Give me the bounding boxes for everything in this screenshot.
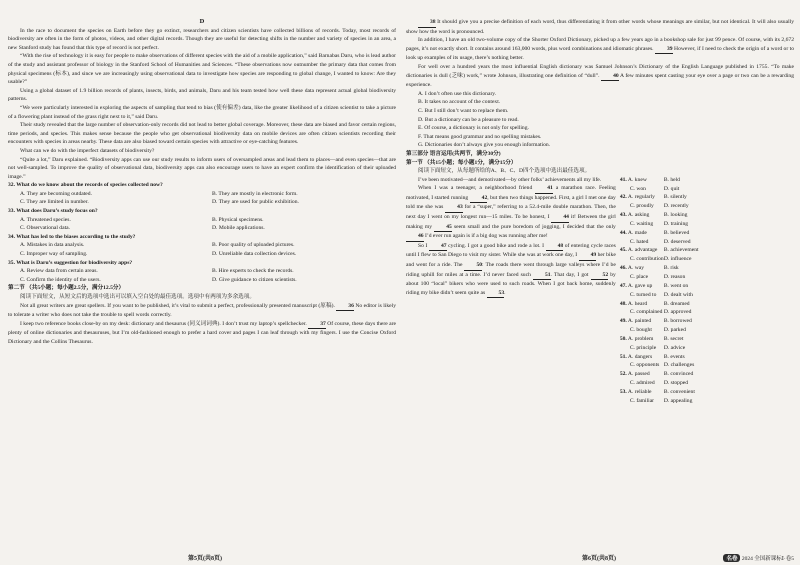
option-d[interactable]: D. deserved: [663, 238, 691, 245]
option-b[interactable]: B. risk: [663, 265, 679, 272]
question-number: 45.: [619, 247, 627, 254]
text-run: of entering cycle races until I flew to San Diego to visit my sister. While she was at work one day, I: [406, 242, 616, 259]
option-a[interactable]: [620, 353, 664, 362]
s2-option[interactable]: F. That means good grammar and no spelling mistakes.: [418, 133, 542, 140]
option-d[interactable]: D. parked: [663, 327, 686, 334]
question-number: 48.: [619, 300, 627, 307]
option-a[interactable]: [620, 176, 664, 185]
cloze-option-row: [620, 291, 794, 300]
blank-53[interactable]: 53: [487, 289, 505, 299]
cloze-option-row: [620, 246, 794, 255]
option-text: A. made: [627, 229, 647, 236]
blank-48[interactable]: 48: [546, 242, 564, 252]
blank-44[interactable]: 44: [551, 213, 569, 223]
option-c[interactable]: C. Observational data.: [20, 225, 71, 232]
text-run: her bike and went for a ride. The: [406, 252, 616, 269]
option-c[interactable]: C. Improper way of sampling.: [20, 251, 88, 258]
question-number: 53.: [619, 388, 627, 395]
option-c[interactable]: C. place: [629, 273, 649, 280]
section2-instruction: 阅读下面短文，从短文后的选项中选出可以填入空白处的最佳选项。选项中有两项为多余选项。: [20, 294, 255, 300]
cloze-option-row: [620, 326, 794, 335]
part3-subheading: 第一节 （共15小题；每小题1分，满分15分）: [406, 159, 517, 166]
cloze-option-row: [620, 264, 794, 273]
passage-paragraph: Their study revealed that the large number of observation-only records did not lead to better global coverage. Moreover, these data are biased and favor certain regions, time periods, and species. This makes sense because the people who get observational biodiversity data on mobile devices are often citizen scientists recording their encounters with species in areas nearby. These data are also biased toward certain species with attractive or eye-catching features.: [8, 122, 396, 146]
option-text: A. way: [627, 265, 645, 272]
blank-37[interactable]: 37: [308, 320, 326, 330]
exam-brand: [723, 554, 794, 562]
cloze-option-row: [620, 388, 794, 397]
cloze-option-row: [620, 370, 794, 379]
option-d[interactable]: D. stopped: [663, 380, 689, 387]
option-d[interactable]: D. approved: [663, 309, 692, 316]
question-number: 43.: [619, 212, 627, 219]
cloze-option-row: [620, 238, 794, 247]
option-a[interactable]: [620, 282, 664, 291]
question-33: [8, 207, 396, 233]
option-a[interactable]: A. They are becoming outdated.: [20, 190, 92, 197]
text-run: A few minutes spent casting your eye over a page or two can be a rewarding experience.: [406, 72, 794, 89]
cloze-passage: [406, 176, 616, 406]
text-run: for a “super,” referring to a 52.4-mile double marathon. Then, the next day I went on my longest run—15 miles. To be honest, I: [406, 204, 616, 221]
text-run: cycling. I got a good bike and rode a lot. I: [446, 242, 546, 249]
option-b[interactable]: B. borrowed: [663, 318, 692, 325]
cloze-option-row: [620, 300, 794, 309]
passage-paragraph: [406, 18, 794, 36]
cloze-option-row: [620, 344, 794, 353]
s2-option[interactable]: A. I don’t often use this dictionary.: [418, 90, 497, 97]
part3-instruction: 阅读下面短文，从每题所给的A、B、C、D四个选项中选出最佳选项。: [418, 168, 591, 175]
question-number: 49.: [619, 318, 627, 325]
passage-paragraph: [8, 320, 396, 347]
passage-paragraph: [8, 302, 396, 320]
option-d[interactable]: D. quit: [663, 185, 680, 192]
option-a[interactable]: [620, 370, 664, 379]
passage-paragraph: What can we do with the imperfect datasets of biodiversity?: [20, 147, 155, 154]
option-a[interactable]: A. Threatened species.: [20, 216, 71, 223]
option-text: A. asking: [627, 212, 650, 219]
option-c[interactable]: C. waiting: [629, 220, 654, 227]
question-stem: 33. What does Daru’s study focus on?: [8, 208, 98, 215]
question-34: [8, 233, 396, 259]
option-c[interactable]: C. proudly: [629, 203, 654, 210]
cloze-paragraph: I’ve been motivated—and demotivated—by other folks’ achievements all my life.: [418, 176, 602, 183]
cloze-paragraph: [406, 242, 616, 299]
cloze-option-row: [620, 353, 794, 362]
cloze-option-row: [620, 176, 794, 185]
option-d[interactable]: D. appealing: [663, 397, 693, 404]
cloze-option-row: [620, 211, 794, 220]
question-number: 42.: [619, 194, 627, 201]
cloze-option-row: [620, 202, 794, 211]
option-b[interactable]: B. events: [663, 353, 685, 360]
brand-stamp: 名卷: [723, 554, 740, 562]
option-b[interactable]: B. held: [663, 176, 680, 183]
option-d[interactable]: D. reason: [663, 273, 686, 280]
option-b[interactable]: B. They are mostly in electronic form.: [212, 190, 298, 197]
passage-paragraph: [406, 36, 794, 63]
option-b[interactable]: B. Poor quality of uploaded pictures.: [212, 242, 295, 249]
text-run: a marathon race. Feeling motivated, I started running: [406, 185, 616, 201]
cloze-option-row: [620, 335, 794, 344]
cloze-option-row: [620, 397, 794, 406]
cloze-section: [406, 176, 794, 406]
cloze-option-row: [620, 282, 794, 291]
option-b[interactable]: B. believed: [663, 229, 690, 236]
blank-47[interactable]: 47: [429, 242, 447, 252]
option-b[interactable]: B. silently: [663, 194, 687, 201]
text-run: For well over a hundred years the most influential English dictionary was Samuel Johnson’s Dictionary of the English Language published in 1755. “To make dictionaries is dull (乏味) work,” wrote Johnson, illustrating one definition of “dull”.: [406, 63, 794, 79]
option-b[interactable]: B. convenient: [663, 388, 695, 395]
s2-option[interactable]: C. But I still don’t want to replace them.: [418, 107, 509, 114]
exam-series: 2024 全国新课标Ⅰ·卷5: [741, 556, 794, 562]
option-text: A. heard: [627, 300, 648, 307]
text-run: Not all great writers are great spellers. If you want to be published, it’s vital to submit a perfect, professionally presented manuscript (原稿).: [20, 302, 337, 309]
option-c[interactable]: C. They are limited in number.: [20, 199, 89, 206]
question-stem: 34. What has led to the biases according to the study?: [8, 233, 136, 240]
option-a[interactable]: [620, 388, 664, 397]
blank-45[interactable]: 45: [434, 223, 452, 233]
s2-option[interactable]: G. Dictionaries don’t always give you enough information.: [418, 142, 551, 149]
option-text: A. passed: [627, 371, 650, 378]
option-c[interactable]: C. opponents: [629, 362, 660, 369]
option-a[interactable]: [620, 264, 664, 273]
option-text: A. regularly: [627, 194, 655, 201]
blank-38[interactable]: 38: [418, 18, 436, 28]
option-c[interactable]: C. turned to: [629, 291, 657, 298]
option-c[interactable]: C. admired: [629, 380, 655, 387]
option-a[interactable]: A. Review data from certain areas.: [20, 268, 98, 275]
question-number: 41.: [619, 176, 627, 183]
option-c[interactable]: C. Confirm the identity of the users.: [20, 276, 101, 283]
cloze-option-row: [620, 229, 794, 238]
text-run: : The roads there went through large valleys where I’d be riding uphill for miles at a time. I’d never faced such: [406, 262, 616, 278]
text-run: However, if I need to check the origin of a word or to look up examples of its usage, there’s nothing better.: [406, 45, 794, 62]
option-c[interactable]: C. familiar: [629, 397, 655, 404]
option-d[interactable]: D. dealt with: [663, 291, 693, 298]
blank-49[interactable]: 49: [579, 251, 597, 261]
section2-heading: 第二节 （共5小题；每小题2.5分，满分12.5分）: [8, 285, 125, 292]
option-b[interactable]: B. achievement: [663, 247, 699, 254]
question-number: 47.: [619, 282, 627, 289]
option-d[interactable]: D. Mobile applications.: [212, 225, 265, 232]
s2-option[interactable]: E. Of course, a dictionary is not only for spelling.: [418, 125, 529, 132]
option-d[interactable]: D. advice: [663, 344, 686, 351]
question-32: [8, 181, 396, 207]
option-c[interactable]: C. complained: [629, 309, 663, 316]
text-run: seem small and the pure boredom of jogging, I decided that the only: [451, 223, 616, 230]
text-run: I’d ever run again is if a big dog was running after me!: [423, 233, 548, 240]
option-c[interactable]: C. won: [629, 185, 646, 192]
question-stem: 32. What do we know about the records of species collected now?: [8, 182, 163, 189]
option-b[interactable]: B. Hire experts to check the records.: [212, 268, 294, 275]
blank-41[interactable]: 41: [535, 184, 553, 194]
blank-46[interactable]: 46: [406, 232, 424, 242]
cloze-option-row: [620, 273, 794, 282]
option-b[interactable]: B. dreamed: [663, 300, 690, 307]
question-number: 52.: [619, 371, 627, 378]
option-b[interactable]: B. secret: [663, 335, 684, 342]
cloze-option-row: [620, 308, 794, 317]
question-stem: 35. What is Daru’s suggestion for biodiversity apps?: [8, 259, 133, 266]
cloze-paragraph: [406, 184, 616, 242]
option-text: A. advantage: [627, 247, 658, 254]
question-number: 50.: [619, 335, 627, 342]
question-number: 44.: [619, 229, 627, 236]
page-footer: 第5页(共8页): [188, 556, 222, 562]
option-text: A. dangers: [627, 353, 653, 360]
cloze-option-row: [620, 255, 794, 264]
option-text: A. problem: [627, 335, 654, 342]
option-a[interactable]: [620, 229, 664, 238]
reading-passage-d: [8, 18, 396, 347]
question-number: 46.: [619, 265, 627, 272]
blank-39[interactable]: 39: [655, 45, 673, 55]
right-page: [402, 0, 800, 565]
option-c[interactable]: C. contribution: [629, 256, 664, 263]
option-text: A. gave up: [627, 282, 653, 289]
option-b[interactable]: B. convinced: [663, 371, 694, 378]
seven-choose-five-passage: [406, 18, 794, 406]
cloze-option-row: [620, 193, 794, 202]
option-b[interactable]: B. Physical specimens.: [212, 216, 264, 223]
blank-51[interactable]: 51: [533, 271, 551, 281]
option-c[interactable]: C. hated: [629, 238, 649, 245]
s2-option[interactable]: B. It takes no account of the context.: [418, 99, 501, 106]
part3-heading: 第三部分 语言运用(共两节，满分30分): [406, 150, 501, 157]
cloze-option-row: [620, 361, 794, 370]
cloze-options: [620, 176, 794, 406]
option-text: A. painted: [627, 318, 652, 325]
option-a[interactable]: [620, 300, 664, 309]
blank-43[interactable]: 43: [445, 203, 463, 213]
text-run: In addition, I have an old two-volume copy of the Shorter Oxford Dictionary, picked up a few years ago in a bookshop sale for just 99 pence. Of course, with its 2,672 pages, it’s not exactly short. It contains around 163,000 words, plus word combinations and idiomatic phrases.: [406, 37, 794, 52]
text-run: .: [504, 289, 506, 296]
option-b[interactable]: B. looking: [663, 212, 688, 219]
text-run: by about 100 “local” bikers who were used to such roads. When I got back home, suddenly riding my bike didn’t seem quite as: [406, 271, 616, 296]
option-d[interactable]: D. Give guidance to citizen scientists.: [212, 276, 297, 283]
text-run: I keep two reference books close-by on my desk: dictionary and thesaurus (同义词词典). I don’t trust my laptop’s spellchecker.: [20, 320, 309, 327]
page-footer: 第6页(共8页): [582, 556, 616, 562]
passage-paragraph: Using a global dataset of 1.9 billion records of plants, insects, birds, and animals, Daru and his team tested how well these data represent actual global biodiversity patterns.: [8, 87, 396, 103]
option-text: A. reliable: [627, 388, 652, 395]
text-run: So I: [418, 242, 429, 249]
s2-option[interactable]: D. But a dictionary can be a pleasure to read.: [418, 116, 519, 123]
blank-52[interactable]: 52: [591, 271, 609, 281]
text-run: , but then two things happened. First, a girl I met one day told me she was: [406, 194, 616, 211]
option-d[interactable]: D. challenges: [663, 362, 695, 369]
text-run: Of course, these days there are plenty of online dictionaries and thesauruses, but I’m old-fashioned enough to prefer a hard cover and pages I can leaf through with my fingers. I use the Concise Oxford Dictionary and the Collins Thesaurus.: [8, 320, 397, 345]
text-run: it! Between the girl making my: [406, 214, 616, 230]
question-number: 51.: [619, 353, 627, 360]
passage-paragraph: [406, 63, 794, 90]
blank-40[interactable]: 40: [601, 72, 619, 82]
text-run: When I was a teenager, a neighborhood friend: [418, 185, 536, 192]
cloze-option-row: [620, 379, 794, 388]
passage-paragraph: In the race to document the species on Earth before they go extinct, researchers and citizen scientists have collected billions of records. Today, most records of biodiversity are often in the form of photos, videos, and other digital records. Though they are useful for detecting shifts in the number and variety of species in an area, a new Stanford study has found that this type of record is not perfect.: [8, 27, 396, 51]
option-d[interactable]: D. recently: [663, 203, 689, 210]
option-d[interactable]: D. training: [663, 220, 689, 227]
cloze-option-row: [620, 185, 794, 194]
text-run: No editor is likely to tolerate a writer who does not take the trouble to spell words correctly.: [8, 302, 396, 319]
option-d[interactable]: D. influence: [663, 256, 692, 263]
section-label: D: [199, 18, 205, 25]
cloze-option-row: [620, 220, 794, 229]
option-a[interactable]: [620, 193, 664, 202]
question-35: [8, 259, 396, 285]
passage-paragraph: “With the rise of technology it is easy for people to make observations of different species with the aid of a mobile application,” said Barnabas Daru, who is lead author of the study and assistant professor of biology in the Stanford School of Humanities and Sciences. “These observations now outnumber the primary data that comes from physical specimens (标本), and since we are increasingly using observational data to investigate how species are responding to global change, I wanted to know: Are they usable?”: [8, 53, 396, 86]
option-a[interactable]: [620, 317, 664, 326]
option-a[interactable]: [620, 335, 664, 344]
text-run: It should give you a precise definition of each word, thus differentiating it from other words whose meanings are similar, but not identical. It will also usually show how the word is pronounced.: [406, 19, 794, 35]
option-c[interactable]: C. principle: [629, 344, 657, 351]
option-b[interactable]: B. went on: [663, 282, 689, 289]
option-a[interactable]: A. Mistakes in data analysis.: [20, 242, 85, 249]
option-a[interactable]: [620, 211, 664, 220]
option-c[interactable]: C. bought: [629, 327, 652, 334]
blank-42[interactable]: 42: [470, 194, 488, 204]
text-run: . That day, I got: [550, 271, 591, 278]
option-d[interactable]: D. Unreliable data collection devices.: [212, 251, 297, 258]
option-d[interactable]: D. They are used for public exhibition.: [212, 199, 299, 206]
option-text: A. knew: [627, 176, 647, 183]
passage-paragraph: “Quite a lot,” Daru explained. “Biodiversity apps can use our study results to inform users of oversampled areas and lead them to places—and even species—that are not well-sampled. To improve the quality of observational data, biodiversity apps can also encourage users to have an expert confirm the identification of their uploaded image.”: [8, 156, 396, 180]
option-a[interactable]: [620, 246, 664, 255]
s2-options-list: [406, 90, 794, 150]
passage-paragraph: “We were particularly interested in exploring the aspects of sampling that tend to bias (使有偏差) data, like the greater likelihood of a citizen scientist to take a picture of a flowering plant instead of the grass right next to it,” said Daru.: [8, 104, 396, 120]
blank-36[interactable]: 36: [336, 302, 354, 312]
blank-50[interactable]: 50: [464, 261, 482, 271]
cloze-option-row: [620, 317, 794, 326]
